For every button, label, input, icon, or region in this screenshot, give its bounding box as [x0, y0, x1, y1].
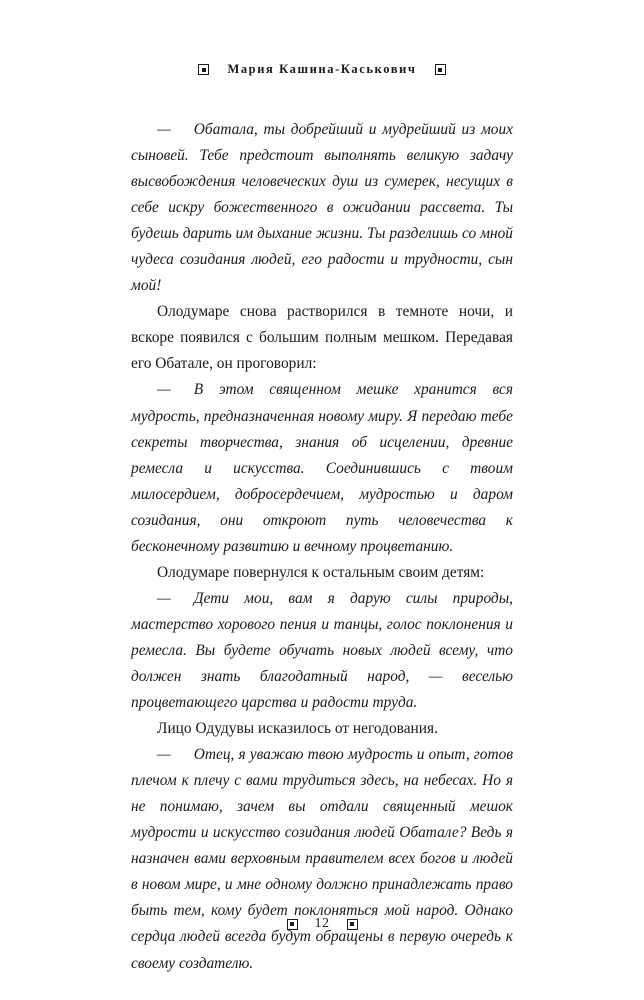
running-head — [0, 62, 644, 77]
paragraph-text: Дети мои, вам я дарую силы природы, мастерство хорового пения и танцы, голос поклонения и ремесла. Вы будете обучать новых людей всему, что должен знать благодатный народ, — веселью процветающего царства и радости труда. — [131, 589, 513, 712]
running-head-author: Мария Кашина-Каськович — [227, 62, 417, 76]
dialogue-paragraph — [131, 586, 513, 716]
dialogue-paragraph — [131, 377, 513, 559]
dialogue-em-dash: — — [157, 589, 194, 607]
narration-paragraph — [131, 299, 513, 377]
paragraph-text: Олодумаре снова растворился в темноте ночи, и вскоре появился с большим полным мешком. Передавая его Обатале, он проговорил: — [131, 303, 513, 373]
paragraph-text: Олодумаре повернулся к остальным своим детям: — [157, 563, 485, 581]
page-number: 12 — [314, 916, 330, 931]
nested-square-ornament-icon — [347, 919, 358, 930]
paragraph-text: В этом священном мешке хранится вся мудрость, предназначенная новому миру. Я передаю тебе секреты творчества, знания об исцелении, древние ремесла и искусства. Соединившись с твоим милосердием, добросердечием, мудростью и даром созидания, они откроют путь человечества к бесконечному развитию и вечному процветанию. — [131, 381, 513, 555]
dialogue-paragraph — [131, 742, 513, 976]
body-text-column — [131, 117, 513, 977]
page-footer — [0, 916, 644, 932]
narration-paragraph — [131, 560, 513, 586]
paragraph-text: Обатала, ты добрейший и мудрейший из моих сыновей. Тебе предстоит выполнять великую задачу высвобождения человеческих душ из сумерек, несущих в себе искру божественного в ожидании рассвета. Ты будешь дарить им дыхание жизни. Ты разделишь со мной чудеса созидания людей, его радости и трудности, сын мой! — [131, 121, 513, 295]
narration-paragraph — [131, 716, 513, 742]
dialogue-paragraph — [131, 117, 513, 299]
nested-square-ornament-icon — [287, 919, 298, 930]
nested-square-ornament-icon — [435, 64, 446, 75]
dialogue-em-dash: — — [157, 381, 194, 399]
dialogue-em-dash: — — [157, 746, 194, 764]
paragraph-text: Отец, я уважаю твою мудрость и опыт, готов плечом к плечу с вами трудиться здесь, на небесах. Но я не понимаю, зачем вы отдали священный мешок мудрости и искусство созидания людей Обатале? Ведь я назначен вами верховным правителем всех богов и людей в новом мире, и мне одному должно принадлежать право быть тем, кому будет поклоняться мой народ. Однако сердца людей всегда будут обращены в первую очередь к своему создателю. — [131, 746, 513, 972]
paragraph-text: Лицо Одудувы исказилось от негодования. — [157, 720, 438, 738]
dialogue-em-dash: — — [157, 121, 194, 138]
nested-square-ornament-icon — [198, 64, 209, 75]
